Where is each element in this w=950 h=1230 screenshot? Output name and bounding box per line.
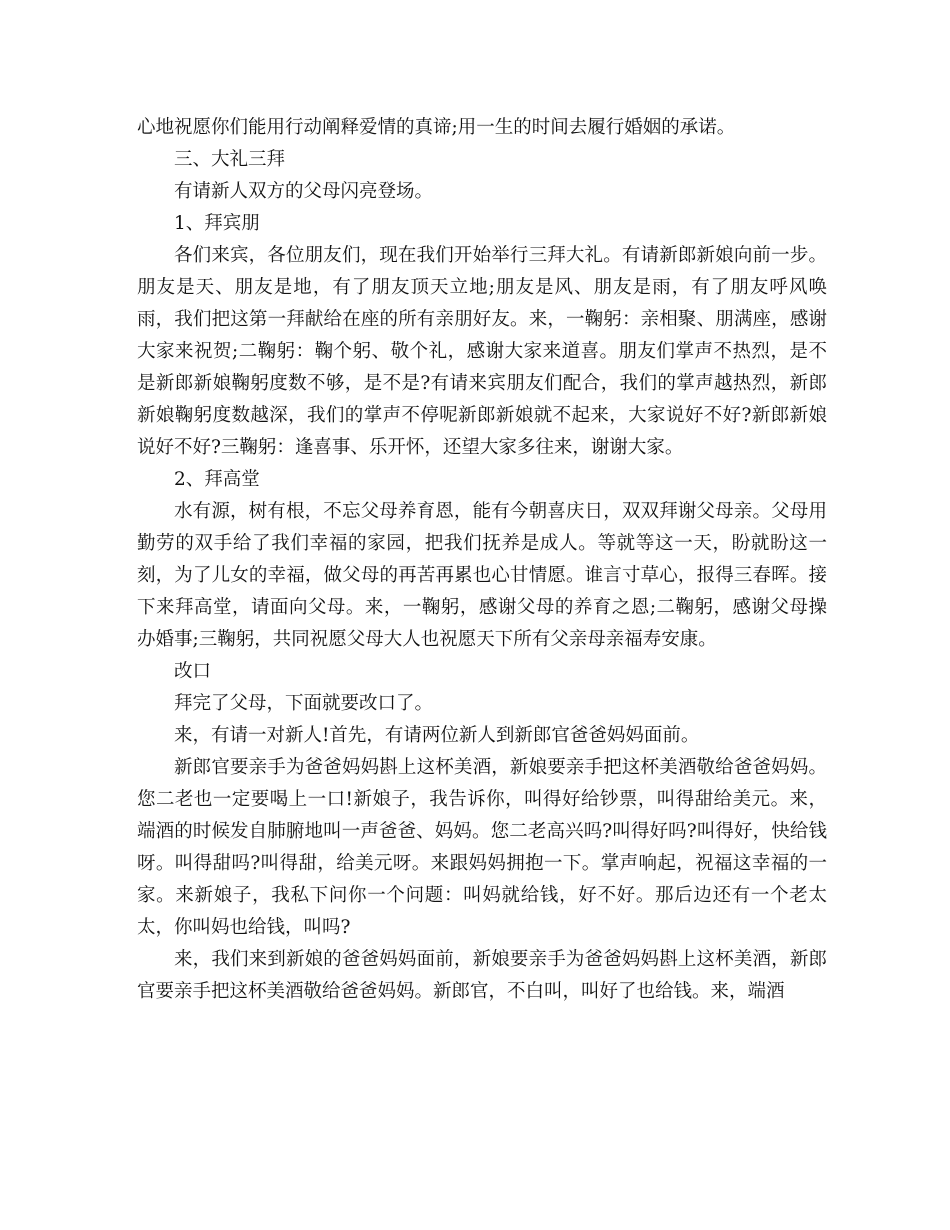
section-heading-three-bows: 三、大礼三拜 <box>174 149 286 170</box>
paragraph-bride-parents: 来，我们来到新娘的爸爸妈妈面前，新娘要亲手为爸爸妈妈斟上这杯美酒，新郎官要亲手把这杯美酒敬给爸爸妈妈。新郎官，不白叫，叫好了也给钱。来，端酒 <box>137 949 827 1002</box>
document-body <box>137 112 827 1008</box>
paragraph-bow-parents: 水有源，树有根，不忘父母养育恩，能有今朝喜庆日，双双拜谢父母亲。父母用勤劳的双手给了我们幸福的家园，把我们抚养是成人。等就等这一天，盼就盼这一刻，为了儿女的幸福，做父母的再苦再累也心甘情愿。谁言寸草心，报得三春晖。接下来拜高堂，请面向父母。来，一鞠躬，感谢父母的养育之恩;二鞠躬，感谢父母操办婚事;三鞠躬，共同祝愿父母大人也祝愿天下所有父亲母亲福寿安康。 <box>137 501 827 650</box>
paragraph-bow-guests: 各们来宾，各位朋友们，现在我们开始举行三拜大礼。有请新郎新娘向前一步。朋友是天、朋友是地，有了朋友顶天立地;朋友是风、朋友是雨，有了朋友呼风唤雨，我们把这第一拜献给在座的所有亲朋好友。来，一鞠躬：亲相聚、朋满座，感谢大家来祝贺;二鞠躬：鞠个躬、敬个礼，感谢大家来道喜。朋友们掌声不热烈，是不是新郎新娘鞠躬度数不够，是不是?有请来宾朋友们配合，我们的掌声越热烈，新郎新娘鞠躬度数越深，我们的掌声不停呢新郎新娘就不起来，大家说好不好?新郎新娘说好不好?三鞠躬：逢喜事、乐开怀，还望大家多往来，谢谢大家。 <box>137 245 827 458</box>
paragraph-invite-couple: 来，有请一对新人!首先，有请两位新人到新郎官爸爸妈妈面前。 <box>174 725 700 746</box>
subheading-bow-parents: 2、拜高堂 <box>174 469 260 490</box>
paragraph-change-address-intro: 拜完了父母，下面就要改口了。 <box>174 693 434 714</box>
subheading-change-address: 改口 <box>174 661 212 682</box>
paragraph-invite-parents: 有请新人双方的父母闪亮登场。 <box>174 181 434 202</box>
paragraph-continuation: 心地祝愿你们能用行动阐释爱情的真谛;用一生的时间去履行婚姻的承诺。 <box>137 117 736 138</box>
subheading-bow-guests: 1、拜宾朋 <box>174 213 260 234</box>
paragraph-groom-parents: 新郎官要亲手为爸爸妈妈斟上这杯美酒，新娘要亲手把这杯美酒敬给爸爸妈妈。您二老也一定要喝上一口!新娘子，我告诉你，叫得好给钞票，叫得甜给美元。来，端酒的时候发自肺腑地叫一声爸爸、妈妈。您二老高兴吗?叫得好吗?叫得好，快给钱呀。叫得甜吗?叫得甜，给美元呀。来跟妈妈拥抱一下。掌声响起，祝福这幸福的一家。来新娘子，我私下问你一个问题：叫妈就给钱，好不好。那后边还有一个老太太，你叫妈也给钱，叫吗? <box>137 757 827 938</box>
